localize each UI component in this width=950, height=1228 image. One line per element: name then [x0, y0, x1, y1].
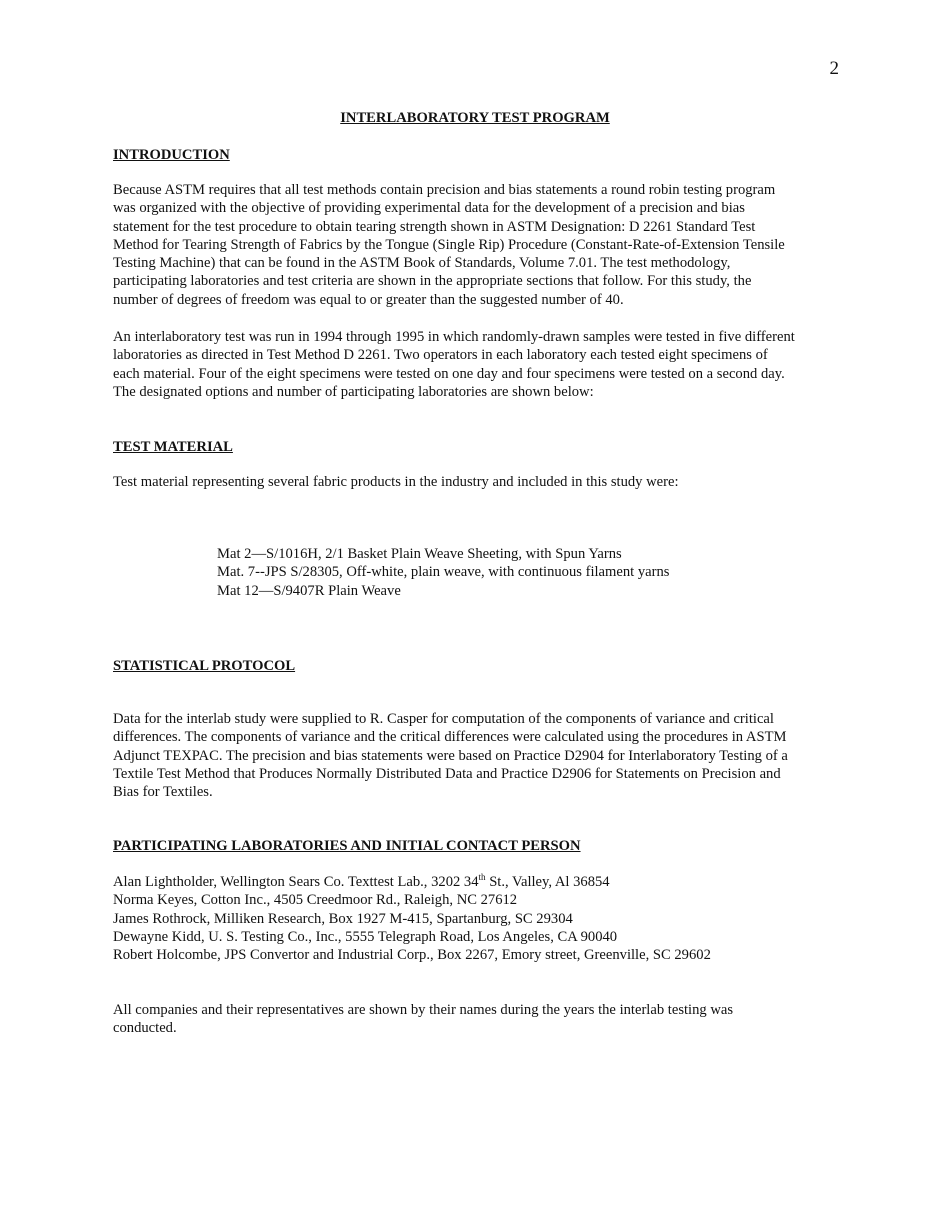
text-line: participating laboratories and test criteria are shown in the appropriate sections that follow. For this study, the — [113, 273, 752, 290]
material-item: Mat 12—S/9407R Plain Weave — [217, 582, 401, 599]
statistical-protocol-heading: STATISTICAL PROTOCOL — [113, 658, 296, 674]
document-title: INTERLABORATORY TEST PROGRAM — [340, 110, 610, 126]
page-number: 2 — [829, 58, 839, 79]
participating-labs-heading: PARTICIPATING LABORATORIES AND INITIAL CONTACT PERSON — [113, 838, 581, 854]
introduction-paragraph-1 — [113, 181, 848, 309]
laboratory-item: Robert Holcombe, JPS Convertor and Industrial Corp., Box 2267, Emory street, Greenville, SC 29602 — [113, 947, 711, 964]
introduction-paragraph-2 — [113, 328, 848, 401]
introduction-heading: INTRODUCTION — [113, 147, 230, 163]
statistical-protocol-paragraph — [113, 710, 848, 801]
text-line: was organized with the objective of providing experimental data for the development of a precision and bias — [113, 200, 745, 217]
material-item: Mat. 7--JPS S/28305, Off-white, plain weave, with continuous filament yarns — [217, 564, 670, 581]
text-line: Textile Test Method that Produces Normally Distributed Data and Practice D2906 for Statements on Precision and — [113, 765, 781, 782]
text-line: Testing Machine) that can be found in the ASTM Book of Standards, Volume 7.01. The test methodology, — [113, 255, 731, 272]
laboratory-item: Dewayne Kidd, U. S. Testing Co., Inc., 5555 Telegraph Road, Los Angeles, CA 90040 — [113, 928, 618, 945]
text-line: statement for the test procedure to obtain tearing strength shown in ASTM Designation: D 2261 Standard Test — [113, 218, 756, 235]
text-line: All companies and their representatives are shown by their names during the years the interlab testing was — [113, 1002, 734, 1018]
text-line: each material. Four of the eight specimens were tested on one day and four specimens were tested on a second day. — [113, 365, 785, 382]
text-line: Data for the interlab study were supplied to R. Casper for computation of the components of variance and critical — [113, 711, 774, 727]
laboratory-list — [113, 873, 711, 964]
test-material-heading: TEST MATERIAL — [113, 439, 233, 455]
text-line: The designated options and number of participating laboratories are shown below: — [113, 383, 594, 400]
ordinal-suffix: th — [478, 872, 486, 883]
text-line: Method for Tearing Strength of Fabrics by the Tongue (Single Rip) Procedure (Constant-Rate-of-Extension Tensile — [113, 236, 785, 253]
laboratory-item: Norma Keyes, Cotton Inc., 4505 Creedmoor Rd., Raleigh, NC 27612 — [113, 892, 518, 909]
text-line: differences. The components of variance and the critical differences were calculated using the procedures in ASTM — [113, 729, 787, 746]
test-material-intro — [113, 473, 848, 491]
laboratory-item — [113, 873, 711, 891]
text-line: Test material representing several fabric products in the industry and included in this study were: — [113, 474, 679, 490]
material-item: Mat 2—S/1016H, 2/1 Basket Plain Weave Sheeting, with Spun Yarns — [217, 546, 622, 562]
text-line: laboratories as directed in Test Method D 2261. Two operators in each laboratory each tested eight specimens of — [113, 347, 768, 364]
text-line: conducted. — [113, 1020, 177, 1037]
text-line: Adjunct TEXPAC. The precision and bias statements were based on Practice D2904 for Interlaboratory Testing of a — [113, 747, 788, 764]
text-line: Bias for Textiles. — [113, 784, 213, 801]
closing-paragraph — [113, 1001, 848, 1038]
laboratory-text: Alan Lightholder, Wellington Sears Co. Texttest Lab., 3202 34 — [113, 874, 479, 890]
text-line: Because ASTM requires that all test methods contain precision and bias statements a round robin testing program — [113, 182, 776, 198]
laboratory-item: James Rothrock, Milliken Research, Box 1927 M-415, Spartanburg, SC 29304 — [113, 910, 573, 927]
material-list — [217, 545, 669, 600]
text-line: number of degrees of freedom was equal to or greater than the suggested number of 40. — [113, 291, 624, 308]
laboratory-text: St., Valley, Al 36854 — [485, 874, 610, 890]
text-line: An interlaboratory test was run in 1994 through 1995 in which randomly-drawn samples were tested in five different — [113, 329, 795, 345]
